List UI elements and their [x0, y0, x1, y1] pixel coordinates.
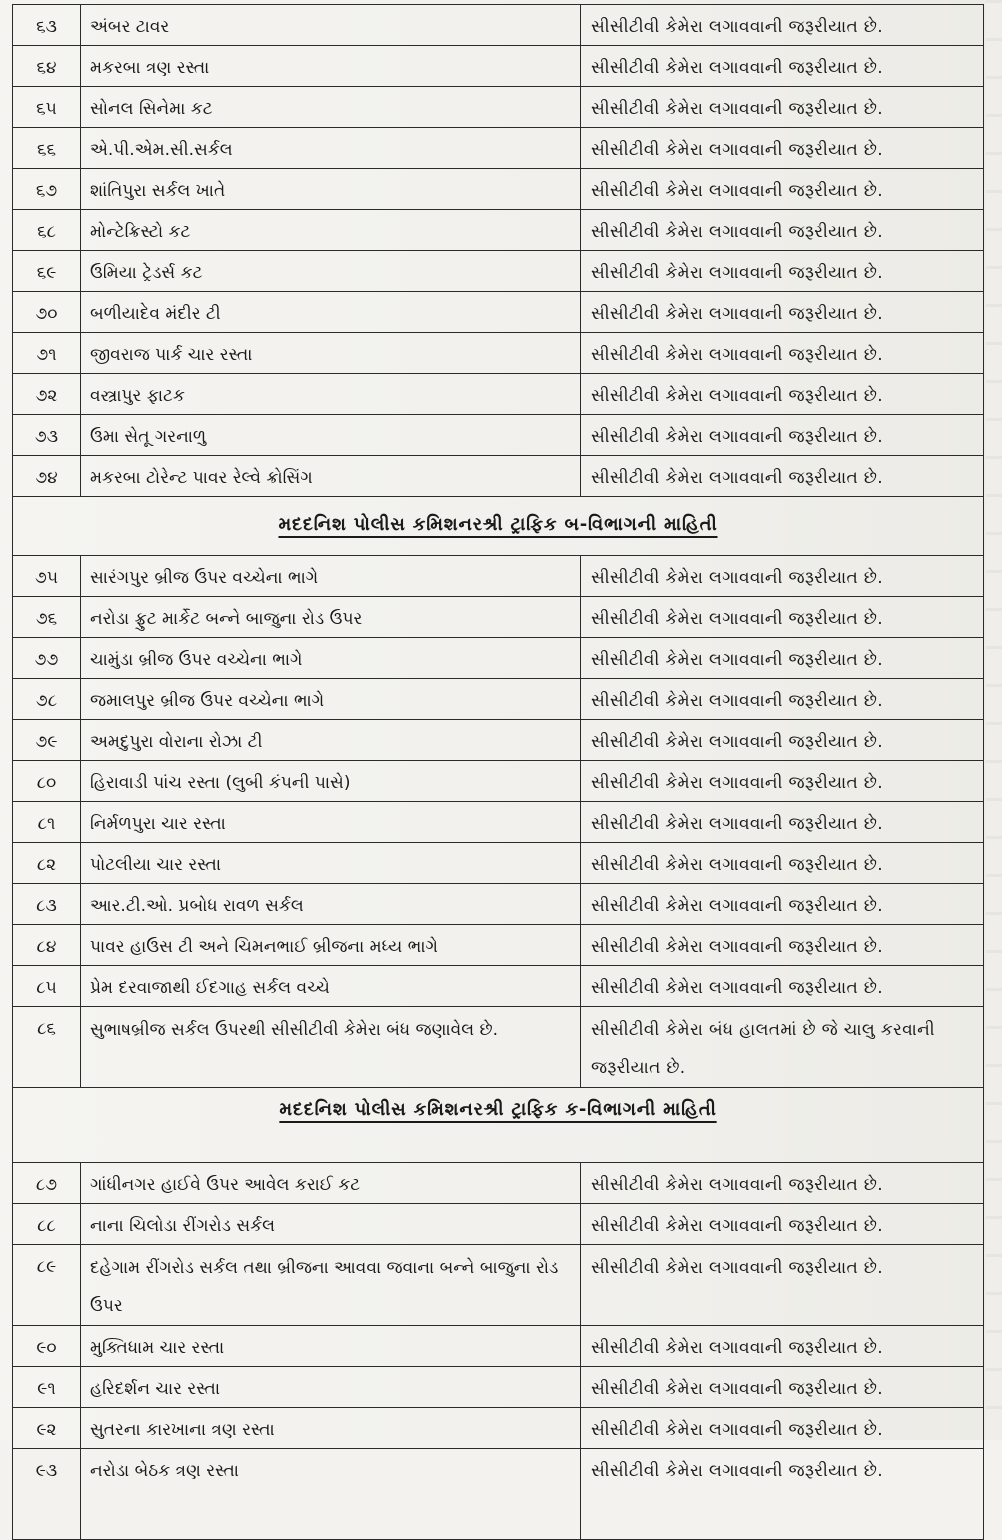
- table-row: [13, 251, 984, 292]
- row-location: જમાલપુર બ્રીજ ઉપર વચ્ચેના ભાગે: [81, 679, 581, 720]
- row-requirement: સીસીટીવી કેમેરા લગાવવાની જરૂરીયાત છે.: [581, 210, 984, 251]
- row-requirement: સીસીટીવી કેમેરા લગાવવાની જરૂરીયાત છે.: [581, 169, 984, 210]
- row-number: ૬૮: [13, 210, 81, 251]
- table-row: [13, 720, 984, 761]
- row-requirement: સીસીટીવી કેમેરા લગાવવાની જરૂરીયાત છે.: [581, 87, 984, 128]
- row-location: હિરાવાડી પાંચ રસ્તા (લુબી કંપની પાસે): [81, 761, 581, 802]
- row-number: ૭૧: [13, 333, 81, 374]
- row-location: પાવર હાઉસ ટી અને ચિમનભાઈ બ્રીજના મધ્ય ભાગે: [81, 925, 581, 966]
- row-location: ગાંધીનગર હાઈવે ઉપર આવેલ કરાઈ કટ: [81, 1163, 581, 1204]
- row-requirement: સીસીટીવી કેમેરા લગાવવાની જરૂરીયાત છે.: [581, 802, 984, 843]
- table-row: [13, 761, 984, 802]
- row-number: ૬૭: [13, 169, 81, 210]
- row-requirement: સીસીટીવી કેમેરા લગાવવાની જરૂરીયાત છે.: [581, 638, 984, 679]
- table-row: [13, 679, 984, 720]
- row-number: ૭૬: [13, 597, 81, 638]
- row-requirement: સીસીટીવી કેમેરા લગાવવાની જરૂરીયાત છે.: [581, 374, 984, 415]
- row-location: એ.પી.એમ.સી.સર્કલ: [81, 128, 581, 169]
- row-requirement: સીસીટીવી કેમેરા લગાવવાની જરૂરીયાત છે.: [581, 925, 984, 966]
- row-requirement: સીસીટીવી કેમેરા લગાવવાની જરૂરીયાત છે.: [581, 884, 984, 925]
- table-row: [13, 169, 984, 210]
- row-location: હરિદર્શન ચાર રસ્તા: [81, 1367, 581, 1408]
- row-location: દહેગામ રીંગરોડ સર્કલ તથા બ્રીજના આવવા જવાના બન્ને બાજુના રોડ ઉપર: [81, 1245, 581, 1326]
- row-requirement: સીસીટીવી કેમેરા લગાવવાની જરૂરીયાત છે.: [581, 46, 984, 87]
- table-row: [13, 1408, 984, 1449]
- row-location: આર.ટી.ઓ. પ્રબોધ રાવળ સર્કલ: [81, 884, 581, 925]
- row-location: બળીયાદેવ મંદીર ટી: [81, 292, 581, 333]
- row-requirement: સીસીટીવી કેમેરા લગાવવાની જરૂરીયાત છે.: [581, 251, 984, 292]
- table-row: [13, 456, 984, 497]
- row-location: ઉમિયા ટ્રેડર્સ કટ: [81, 251, 581, 292]
- table-row: [13, 597, 984, 638]
- row-location: ચામુંડા બ્રીજ ઉપર વચ્ચેના ભાગે: [81, 638, 581, 679]
- row-location: સારંગપુર બ્રીજ ઉપર વચ્ચેના ભાગે: [81, 556, 581, 597]
- row-location: વસ્ત્રાપુર ફાટક: [81, 374, 581, 415]
- table-row: [13, 374, 984, 415]
- table-row: [13, 128, 984, 169]
- table-row: [13, 5, 984, 46]
- row-requirement: સીસીટીવી કેમેરા લગાવવાની જરૂરીયાત છે.: [581, 292, 984, 333]
- row-number: ૬૫: [13, 87, 81, 128]
- row-requirement: સીસીટીવી કેમેરા લગાવવાની જરૂરીયાત છે.: [581, 1163, 984, 1204]
- row-requirement: સીસીટીવી કેમેરા બંધ હાલતમાં છે જે ચાલુ કરવાની જરૂરીયાત છે.: [581, 1007, 984, 1088]
- section-heading-row: [13, 1088, 984, 1163]
- row-requirement: સીસીટીવી કેમેરા લગાવવાની જરૂરીયાત છે.: [581, 1408, 984, 1449]
- row-number: ૬૩: [13, 5, 81, 46]
- row-requirement: સીસીટીવી કેમેરા લગાવવાની જરૂરીયાત છે.: [581, 5, 984, 46]
- row-requirement: સીસીટીવી કેમેરા લગાવવાની જરૂરીયાત છે.: [581, 456, 984, 497]
- page-edge-shadow: [986, 0, 1002, 1440]
- row-location: અંબર ટાવર: [81, 5, 581, 46]
- table-row: [13, 884, 984, 925]
- section-b-heading: [13, 497, 984, 556]
- row-requirement: સીસીટીવી કેમેરા લગાવવાની જરૂરીયાત છે.: [581, 679, 984, 720]
- row-location: પ્રેમ દરવાજાથી ઈદગાહ સર્કલ વચ્ચે: [81, 966, 581, 1007]
- section-heading-row: [13, 497, 984, 556]
- table-row: [13, 1367, 984, 1408]
- table-row: [13, 1204, 984, 1245]
- row-requirement: સીસીટીવી કેમેરા લગાવવાની જરૂરીયાત છે.: [581, 1326, 984, 1367]
- row-location: નરોડા ફ્રુટ માર્કેટ બન્ને બાજુના રોડ ઉપર: [81, 597, 581, 638]
- table-row: [13, 415, 984, 456]
- table-body: [13, 5, 984, 1540]
- section-c-heading: [13, 1088, 984, 1163]
- table-row: [13, 1326, 984, 1367]
- row-number: ૮૦: [13, 761, 81, 802]
- row-location: જીવરાજ પાર્ક ચાર રસ્તા: [81, 333, 581, 374]
- row-number: ૯૧: [13, 1367, 81, 1408]
- row-location: અમદુપુરા વોરાના રોઝા ટી: [81, 720, 581, 761]
- row-number: ૮૯: [13, 1245, 81, 1326]
- row-requirement: સીસીટીવી કેમેરા લગાવવાની જરૂરીયાત છે.: [581, 1245, 984, 1326]
- row-requirement: સીસીટીવી કેમેરા લગાવવાની જરૂરીયાત છે.: [581, 720, 984, 761]
- table-row: [13, 292, 984, 333]
- row-location: સોનલ સિનેમા કટ: [81, 87, 581, 128]
- row-location: નાના ચિલોડા રીંગરોડ સર્કલ: [81, 1204, 581, 1245]
- table-row: [13, 556, 984, 597]
- row-number: ૭૪: [13, 456, 81, 497]
- row-number: ૮૧: [13, 802, 81, 843]
- row-location: મોન્ટેક્રિસ્ટો કટ: [81, 210, 581, 251]
- row-location: નિર્મળપુરા ચાર રસ્તા: [81, 802, 581, 843]
- table-row: [13, 966, 984, 1007]
- row-number: ૮૨: [13, 843, 81, 884]
- row-requirement: સીસીટીવી કેમેરા લગાવવાની જરૂરીયાત છે.: [581, 333, 984, 374]
- row-number: ૭૯: [13, 720, 81, 761]
- section-c-heading-text: મદદનિશ પોલીસ કમિશનરશ્રી ટ્રાફિક ક-વિભાગની માહિતી: [279, 1099, 717, 1120]
- row-location: શાંતિપુરા સર્કલ ખાતે: [81, 169, 581, 210]
- row-requirement: સીસીટીવી કેમેરા લગાવવાની જરૂરીયાત છે.: [581, 1449, 984, 1540]
- row-requirement: સીસીટીવી કેમેરા લગાવવાની જરૂરીયાત છે.: [581, 415, 984, 456]
- table-row: [13, 802, 984, 843]
- row-location: સુભાષબ્રીજ સર્કલ ઉપરથી સીસીટીવી કેમેરા બંધ જણાવેલ છે.: [81, 1007, 581, 1088]
- row-number: ૯૩: [13, 1449, 81, 1540]
- row-requirement: સીસીટીવી કેમેરા લગાવવાની જરૂરીયાત છે.: [581, 761, 984, 802]
- row-location: પોટલીયા ચાર રસ્તા: [81, 843, 581, 884]
- row-requirement: સીસીટીવી કેમેરા લગાવવાની જરૂરીયાત છે.: [581, 597, 984, 638]
- row-number: ૮૮: [13, 1204, 81, 1245]
- table-row: [13, 1449, 984, 1540]
- row-number: ૮૫: [13, 966, 81, 1007]
- table-row: [13, 925, 984, 966]
- table-row: [13, 87, 984, 128]
- table-row: [13, 333, 984, 374]
- table-row: [13, 843, 984, 884]
- table-row: [13, 638, 984, 679]
- row-number: ૮૭: [13, 1163, 81, 1204]
- row-location: ઉમા સેતૂ ગરનાળુ: [81, 415, 581, 456]
- row-number: ૬૯: [13, 251, 81, 292]
- table-row: [13, 1245, 984, 1326]
- row-number: ૭૩: [13, 415, 81, 456]
- row-number: ૭૫: [13, 556, 81, 597]
- row-number: ૮૩: [13, 884, 81, 925]
- row-number: ૭૮: [13, 679, 81, 720]
- row-requirement: સીસીટીવી કેમેરા લગાવવાની જરૂરીયાત છે.: [581, 966, 984, 1007]
- row-location: નરોડા બેઠક ત્રણ રસ્તા: [81, 1449, 581, 1540]
- row-requirement: સીસીટીવી કેમેરા લગાવવાની જરૂરીયાત છે.: [581, 1204, 984, 1245]
- table-row: [13, 46, 984, 87]
- row-requirement: સીસીટીવી કેમેરા લગાવવાની જરૂરીયાત છે.: [581, 843, 984, 884]
- row-number: ૯૨: [13, 1408, 81, 1449]
- row-requirement: સીસીટીવી કેમેરા લગાવવાની જરૂરીયાત છે.: [581, 1367, 984, 1408]
- row-number: ૬૬: [13, 128, 81, 169]
- row-number: ૯૦: [13, 1326, 81, 1367]
- row-number: ૭૦: [13, 292, 81, 333]
- row-number: ૬૪: [13, 46, 81, 87]
- camera-requirements-table: [12, 4, 984, 1540]
- row-number: ૭૨: [13, 374, 81, 415]
- row-location: મકરબા ટોરેન્ટ પાવર રેલ્વે ક્રોસિંગ: [81, 456, 581, 497]
- row-location: મકરબા ત્રણ રસ્તા: [81, 46, 581, 87]
- table-row: [13, 1163, 984, 1204]
- table-row: [13, 210, 984, 251]
- row-requirement: સીસીટીવી કેમેરા લગાવવાની જરૂરીયાત છે.: [581, 556, 984, 597]
- section-b-heading-text: મદદનિશ પોલીસ કમિશનરશ્રી ટ્રાફિક બ-વિભાગની માહિતી: [278, 514, 718, 535]
- row-requirement: સીસીટીવી કેમેરા લગાવવાની જરૂરીયાત છે.: [581, 128, 984, 169]
- table-row: [13, 1007, 984, 1088]
- row-location: સુતરના કારખાના ત્રણ રસ્તા: [81, 1408, 581, 1449]
- row-number: ૮૪: [13, 925, 81, 966]
- row-location: મુક્તિધામ ચાર રસ્તા: [81, 1326, 581, 1367]
- row-number: ૭૭: [13, 638, 81, 679]
- row-number: ૮૬: [13, 1007, 81, 1088]
